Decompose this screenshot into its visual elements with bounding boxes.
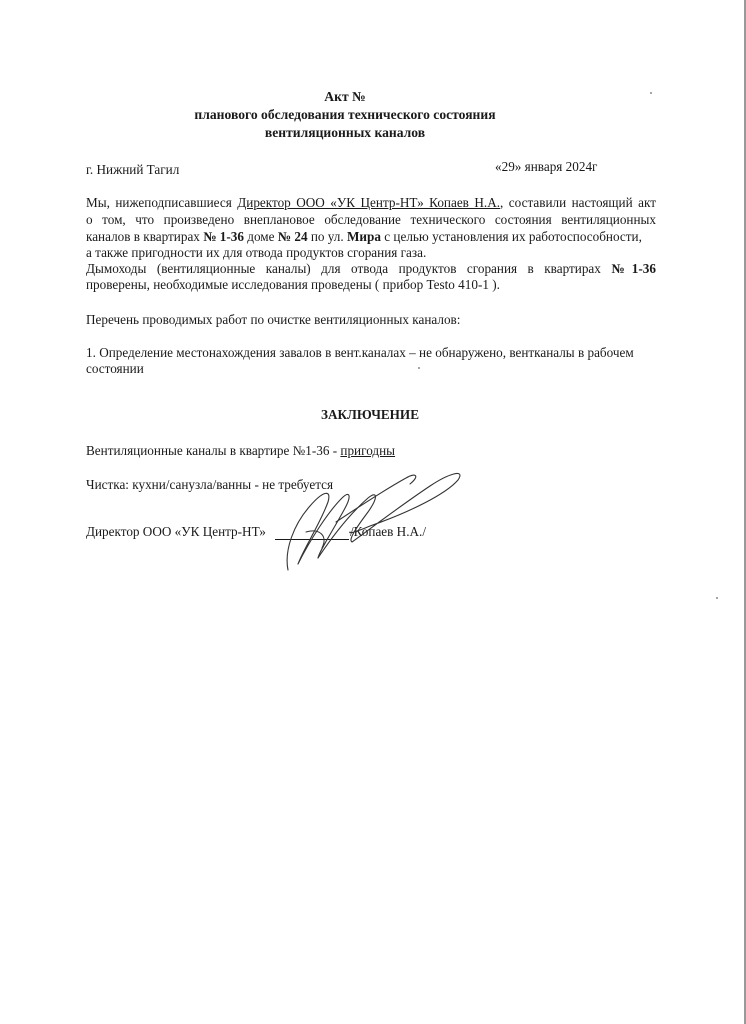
status-text: пригодны — [340, 443, 396, 458]
handwritten-signature — [270, 462, 470, 577]
house-number: № 24 — [277, 229, 308, 244]
scan-speck — [716, 597, 718, 599]
apartments: №1-36 — [611, 261, 656, 276]
conclusion-heading: ЗАКЛЮЧЕНИЕ — [320, 407, 419, 422]
scan-speck — [418, 367, 420, 369]
text: с целью установления их работоспособности, — [380, 229, 642, 244]
chimney-line-1 — [86, 260, 656, 277]
intro-line-3 — [86, 228, 642, 245]
intro-line-4: а также пригодности их для отвода продуктов сгорания газа. — [86, 245, 427, 260]
signature-title: Директор ООО «УК Центр-НТ» — [86, 524, 266, 539]
conclusion-line-1 — [86, 442, 395, 459]
doc-subtitle-2: вентиляционных каналов — [264, 125, 426, 140]
scan-speck — [650, 92, 652, 94]
doc-date: «29» января 2024г — [495, 159, 598, 174]
text: по ул. — [307, 229, 347, 244]
text: Дымоходы (вентиляционные каналы) для отвода продуктов сгорания в квартирах — [86, 261, 612, 276]
work-item-line-2: состоянии — [86, 361, 144, 376]
signer-name: Директор ООО «УК Центр-НТ» Копаев Н.А. — [237, 195, 501, 210]
intro-line-2: о том, что произведено внеплановое обследование технического состояния вентиляционных — [86, 212, 656, 227]
works-heading: Перечень проводимых работ по очистке вентиляционных каналов: — [86, 312, 461, 327]
street: Мира — [346, 229, 381, 244]
signature-name: /Копаев Н.А./ — [350, 524, 426, 539]
text: Мы, нижеподписавшиеся — [86, 195, 238, 210]
doc-subtitle-1: планового обследования технического состояния — [194, 107, 496, 122]
apartments: № 1-36 — [203, 229, 244, 244]
doc-title: Акт № — [324, 89, 366, 104]
text: Вентиляционные каналы в квартире №1-36 - — [86, 443, 341, 458]
work-item-line-1: 1. Определение местонахождения завалов в вент.каналах – не обнаружено, вентканалы в рабочем — [86, 345, 634, 360]
text: каналов в квартирах — [86, 229, 204, 244]
intro-line-1 — [86, 194, 656, 211]
chimney-line-2: проверены, необходимые исследования проведены ( прибор Testo 410-1 ). — [86, 277, 500, 292]
doc-city: г. Нижний Тагил — [86, 162, 180, 177]
text: , составили настоящий акт — [500, 195, 656, 210]
conclusion-line-2: Чистка: кухни/санузла/ванны - не требуется — [86, 477, 334, 492]
text: доме — [243, 229, 278, 244]
